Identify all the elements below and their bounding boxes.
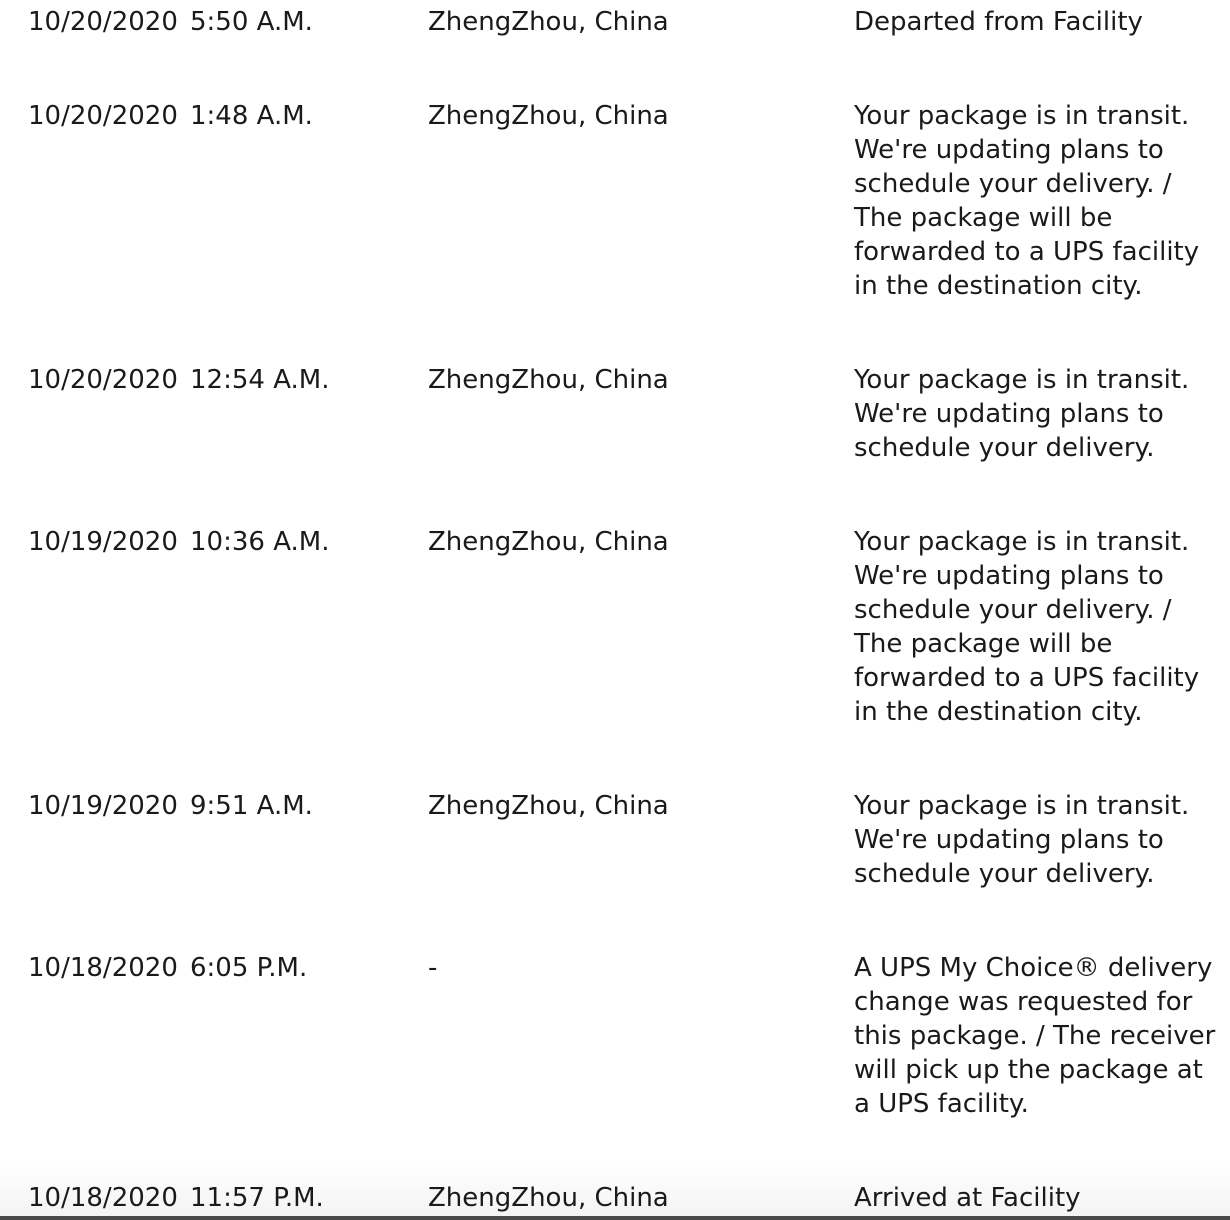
- activity-description: [854, 951, 1224, 1121]
- activity-description-line: schedule your delivery. /: [854, 595, 1172, 625]
- activity-time: 11:57 P.M.: [190, 1183, 324, 1213]
- activity-description-line: Your package is in transit.: [854, 101, 1190, 131]
- activity-description-line: this package. / The receiver: [854, 1021, 1216, 1051]
- activity-description: [854, 525, 1224, 729]
- activity-date: 10/19/2020: [28, 527, 178, 557]
- activity-date: 10/20/2020: [28, 101, 178, 131]
- activity-description-line: Departed from Facility: [854, 7, 1143, 37]
- activity-description-line: in the destination city.: [854, 697, 1143, 727]
- activity-date: 10/18/2020: [28, 1183, 178, 1213]
- activity-description-line: schedule your delivery. /: [854, 169, 1172, 199]
- activity-description-line: schedule your delivery.: [854, 433, 1155, 463]
- activity-description-line: We're updating plans to: [854, 825, 1164, 855]
- activity-date: 10/20/2020: [28, 7, 178, 37]
- activity-description-line: schedule your delivery.: [854, 859, 1155, 889]
- activity-location: ZhengZhou, China: [428, 791, 669, 821]
- activity-time: 6:05 P.M.: [190, 953, 308, 983]
- activity-description-line: We're updating plans to: [854, 399, 1164, 429]
- activity-location: ZhengZhou, China: [428, 1183, 669, 1213]
- activity-description-line: We're updating plans to: [854, 561, 1164, 591]
- activity-description: [854, 1181, 1224, 1215]
- bottom-divider: [0, 1216, 1230, 1220]
- activity-description-line: a UPS facility.: [854, 1089, 1029, 1119]
- activity-location: ZhengZhou, China: [428, 7, 669, 37]
- activity-description: [854, 99, 1224, 303]
- activity-location: ZhengZhou, China: [428, 101, 669, 131]
- activity-description-line: Your package is in transit.: [854, 791, 1190, 821]
- activity-description-line: The package will be: [854, 203, 1113, 233]
- activity-date: 10/18/2020: [28, 953, 178, 983]
- activity-description-line: will pick up the package at: [854, 1055, 1203, 1085]
- activity-description-line: Arrived at Facility: [854, 1183, 1081, 1213]
- activity-description: [854, 789, 1224, 891]
- activity-description-line: in the destination city.: [854, 271, 1143, 301]
- activity-time: 5:50 A.M.: [190, 7, 313, 37]
- activity-description-line: forwarded to a UPS facility: [854, 663, 1200, 693]
- activity-description-line: Your package is in transit.: [854, 365, 1190, 395]
- activity-description-line: The package will be: [854, 629, 1113, 659]
- activity-description-line: A UPS My Choice® delivery: [854, 953, 1213, 983]
- activity-date: 10/19/2020: [28, 791, 178, 821]
- activity-description-line: change was requested for: [854, 987, 1193, 1017]
- activity-description-line: Your package is in transit.: [854, 527, 1190, 557]
- activity-location: ZhengZhou, China: [428, 527, 669, 557]
- activity-time: 1:48 A.M.: [190, 101, 313, 131]
- activity-description-line: We're updating plans to: [854, 135, 1164, 165]
- activity-time: 10:36 A.M.: [190, 527, 330, 557]
- activity-date: 10/20/2020: [28, 365, 178, 395]
- activity-description: [854, 363, 1224, 465]
- activity-time: 12:54 A.M.: [190, 365, 330, 395]
- activity-description-line: forwarded to a UPS facility: [854, 237, 1200, 267]
- activity-location: -: [428, 953, 438, 983]
- activity-location: ZhengZhou, China: [428, 365, 669, 395]
- activity-description: [854, 5, 1224, 39]
- activity-time: 9:51 A.M.: [190, 791, 313, 821]
